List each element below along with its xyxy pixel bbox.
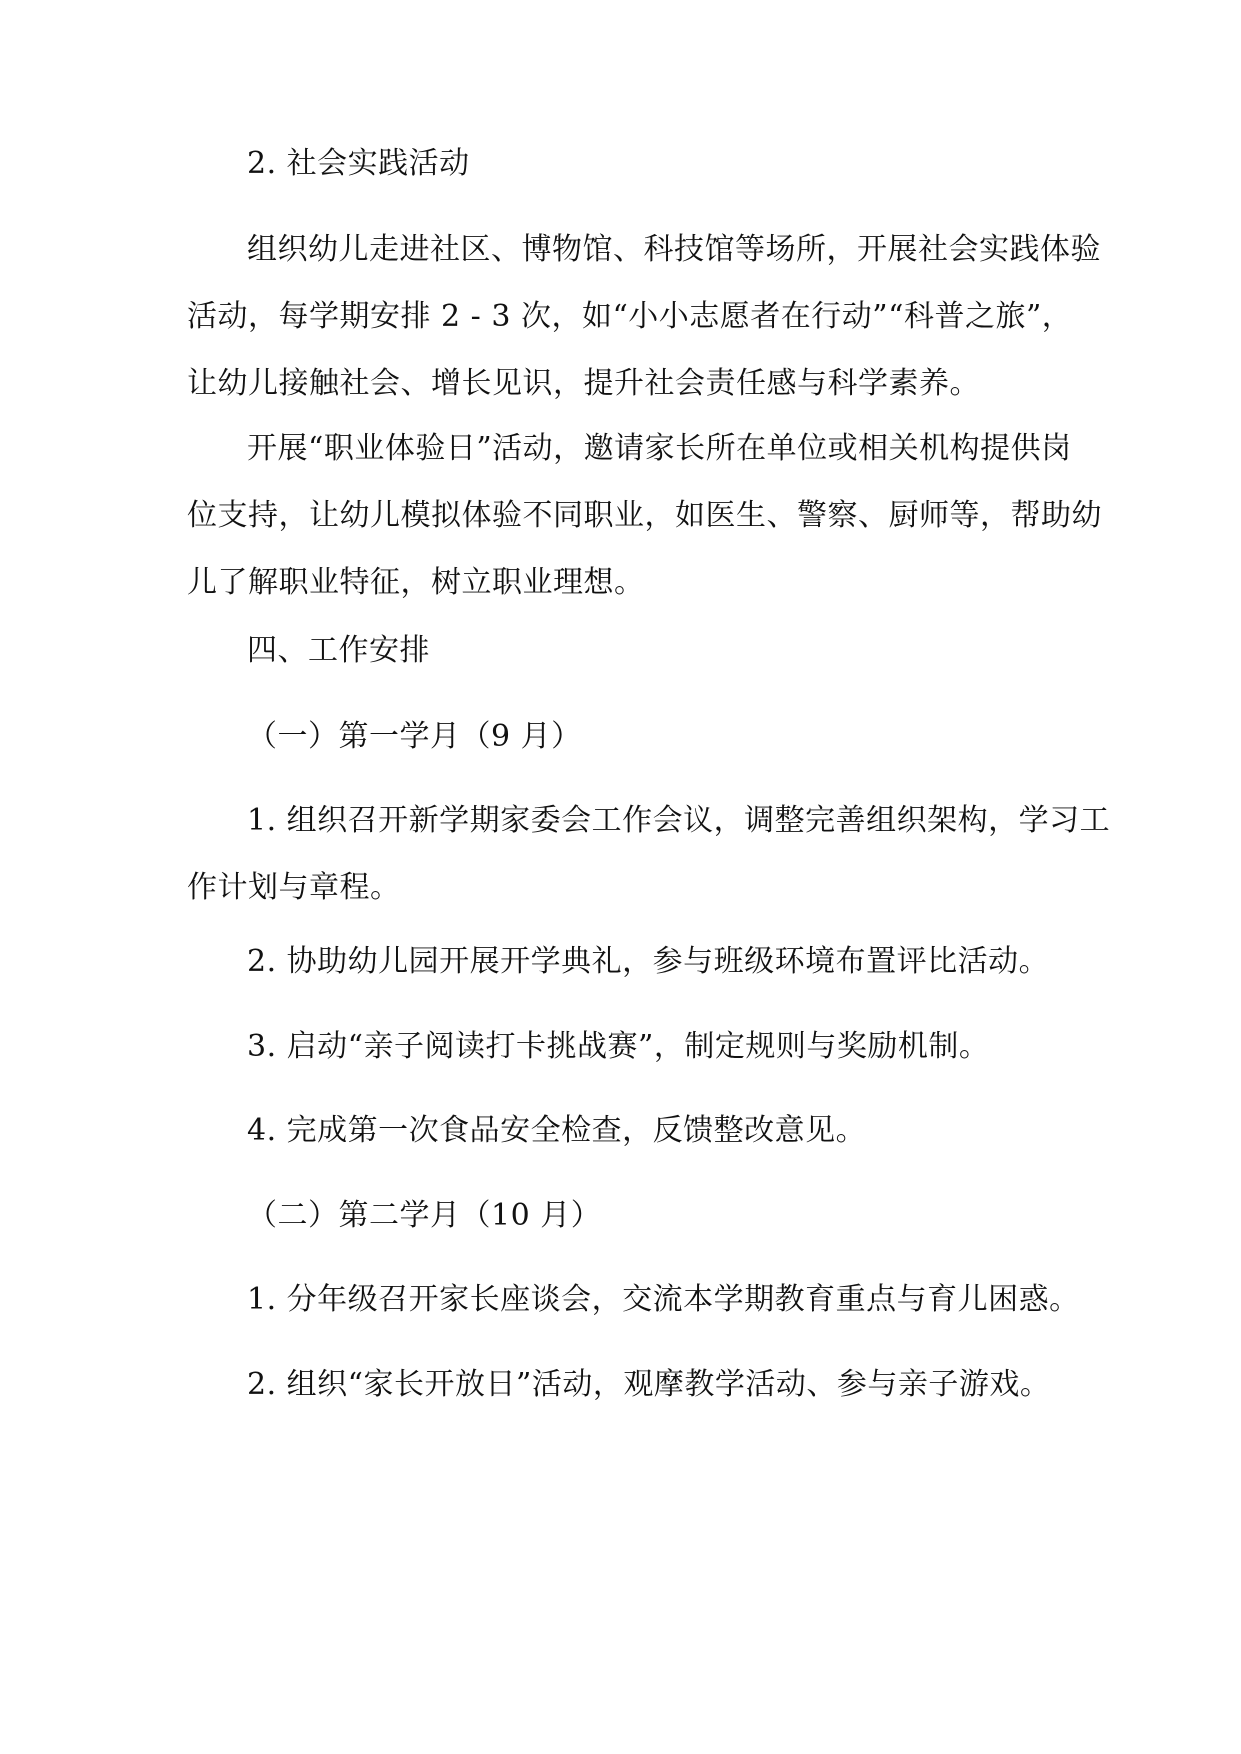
text-line: 2. 组织“家长开放日”活动，观摩教学活动、参与亲子游戏。 xyxy=(247,1367,1051,1402)
text-line: 组织幼儿走进社区、博物馆、科技馆等场所，开展社会实践体验 xyxy=(247,232,1101,267)
item-first-month-3 xyxy=(187,1013,1067,1080)
text-line: （二）第二学月（10 月） xyxy=(247,1198,602,1233)
text-line: 儿了解职业特征，树立职业理想。 xyxy=(187,565,645,600)
text-line: 2. 社会实践活动 xyxy=(247,146,470,181)
paragraph-social-practice xyxy=(187,216,1101,417)
text-line: 3. 启动“亲子阅读打卡挑战赛”，制定规则与奖励机制。 xyxy=(247,1029,990,1064)
subheading-second-month xyxy=(187,1182,1067,1249)
subheading-social-practice xyxy=(187,130,1067,197)
text-line: 位支持，让幼儿模拟体验不同职业，如医生、警察、厨师等，帮助幼 xyxy=(187,498,1102,533)
item-second-month-2 xyxy=(187,1351,1067,1418)
item-first-month-4 xyxy=(187,1097,1067,1164)
text-line: 1. 分年级召开家长座谈会，交流本学期教育重点与育儿困惑。 xyxy=(247,1282,1080,1317)
paragraph-career-day xyxy=(187,415,1102,616)
text-line: 4. 完成第一次食品安全检查，反馈整改意见。 xyxy=(247,1113,867,1148)
text-line: 2. 协助幼儿园开展开学典礼，参与班级环境布置评比活动。 xyxy=(247,944,1050,979)
text-line: （一）第一学月（9 月） xyxy=(247,719,582,754)
text-line: 活动，每学期安排 2 - 3 次，如“小小志愿者在行动”“科普之旅”， xyxy=(187,299,1073,334)
text-line: 开展“职业体验日”活动，邀请家长所在单位或相关机构提供岗 xyxy=(247,431,1072,466)
section-heading-work-arrangement xyxy=(187,617,1067,684)
text-line: 1. 组织召开新学期家委会工作会议，调整完善组织架构，学习工 xyxy=(247,803,1111,838)
text-line: 四、工作安排 xyxy=(247,633,430,668)
item-first-month-1 xyxy=(187,787,1111,921)
subheading-first-month xyxy=(187,703,1067,770)
item-second-month-1 xyxy=(187,1266,1080,1333)
item-first-month-2 xyxy=(187,928,1067,995)
text-line: 作计划与章程。 xyxy=(187,870,401,905)
text-line: 让幼儿接触社会、增长见识，提升社会责任感与科学素养。 xyxy=(187,366,980,401)
